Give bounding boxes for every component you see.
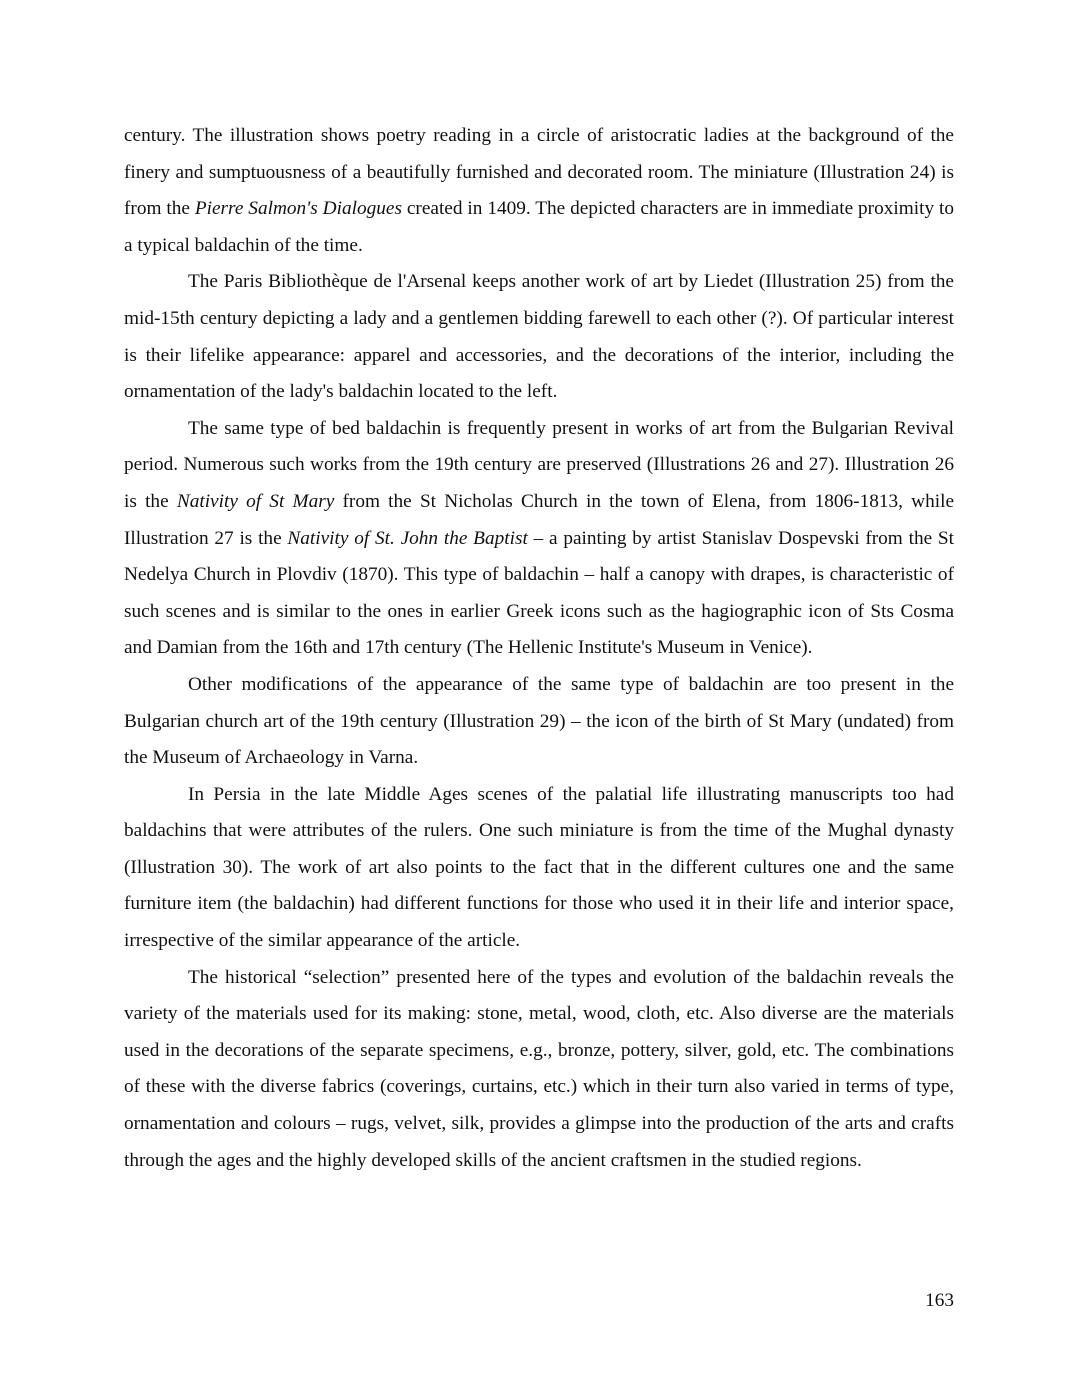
paragraph-1 bbox=[124, 118, 954, 264]
paragraph-5 bbox=[124, 777, 954, 960]
paragraph-2 bbox=[124, 264, 954, 410]
paragraph-6-text-1: The historical “selection” presented here of the types and evolution of the baldachin reveals the variety of the materials used for its making: stone, metal, wood, cloth, etc. Also diverse are the materials used in the decorations of the separate specimens, e.g., bronze, pottery, silver, gold, etc. The combinations of these with the diverse fabrics (coverings, curtains, etc.) which in their turn also varied in terms of type, ornamentation and colours – rugs, velvet, silk, provides a glimpse into the production of the arts and crafts through the ages and the highly developed skills of the ancient craftsmen in the studied regions. bbox=[124, 966, 954, 1171]
paragraph-1-text-1: century. The illustration shows poetry reading in a circle of aristocratic ladies at the background of the finery and sumptuousness of a beautifully furnished and decorated room. The miniature (Illustration 24) is from the bbox=[124, 125, 954, 220]
page-number: 163 bbox=[925, 1290, 954, 1311]
paragraph-4 bbox=[124, 667, 954, 777]
title-nativity-of-st-john: Nativity of St. John the Baptist bbox=[287, 527, 528, 549]
paragraph-5-text-1: In Persia in the late Middle Ages scenes of the palatial life illustrating manuscripts too had baldachins that were attributes of the rulers. One such miniature is from the time of the Mughal dynasty (Illustration 30). The work of art also points to the fact that in the different cultures one and the same furniture item (the baldachin) had different functions for those who used it in their life and interior space, irrespective of the similar appearance of the article. bbox=[124, 783, 954, 952]
paragraph-3-text-3: – a painting by artist Stanislav Dospevski from the St Nedelya Church in Plovdiv (1870). This type of baldachin – half a canopy with drapes, is characteristic of such scenes and is similar to the ones in earlier Greek icons such as the hagiographic icon of Sts Cosma and Damian from the 16th and 17th century (The Hellenic Institute's Museum in Venice). bbox=[124, 527, 954, 659]
paragraph-6 bbox=[124, 960, 954, 1180]
document-body bbox=[124, 118, 954, 1179]
paragraph-3 bbox=[124, 411, 954, 667]
paragraph-4-text-1: Other modifications of the appearance of the same type of baldachin are too present in the Bulgarian church art of the 19th century (Illustration 29) – the icon of the birth of St Mary (undated) from the Museum of Archaeology in Varna. bbox=[124, 673, 954, 769]
title-pierre-salmons-dialogues: Pierre Salmon's Dialogues bbox=[194, 198, 402, 220]
title-nativity-of-st-mary: Nativity of St Mary bbox=[176, 490, 335, 512]
paragraph-2-text-1: The Paris Bibliothèque de l'Arsenal keeps another work of art by Liedet (Illustration 25) from the mid-15th century depicting a lady and a gentlemen bidding farewell to each other (?). Of particular interest is their lifelike appearance: apparel and accessories, and the decorations of the interior, including the ornamentation of the lady's baldachin located to the left. bbox=[124, 271, 954, 403]
paragraph-3-text-2: from the St Nicholas Church in the town of Elena, from 1806-1813, while Illustration 27 is the bbox=[124, 490, 954, 549]
paragraph-3-text-1: The same type of bed baldachin is frequently present in works of art from the Bulgarian Revival period. Numerous such works from the 19th century are preserved (Illustrations 26 and 27). Illustration 26 is the bbox=[124, 417, 954, 512]
paragraph-1-text-2: created in 1409. The depicted characters are in immediate proximity to a typical baldachin of the time. bbox=[124, 198, 954, 256]
